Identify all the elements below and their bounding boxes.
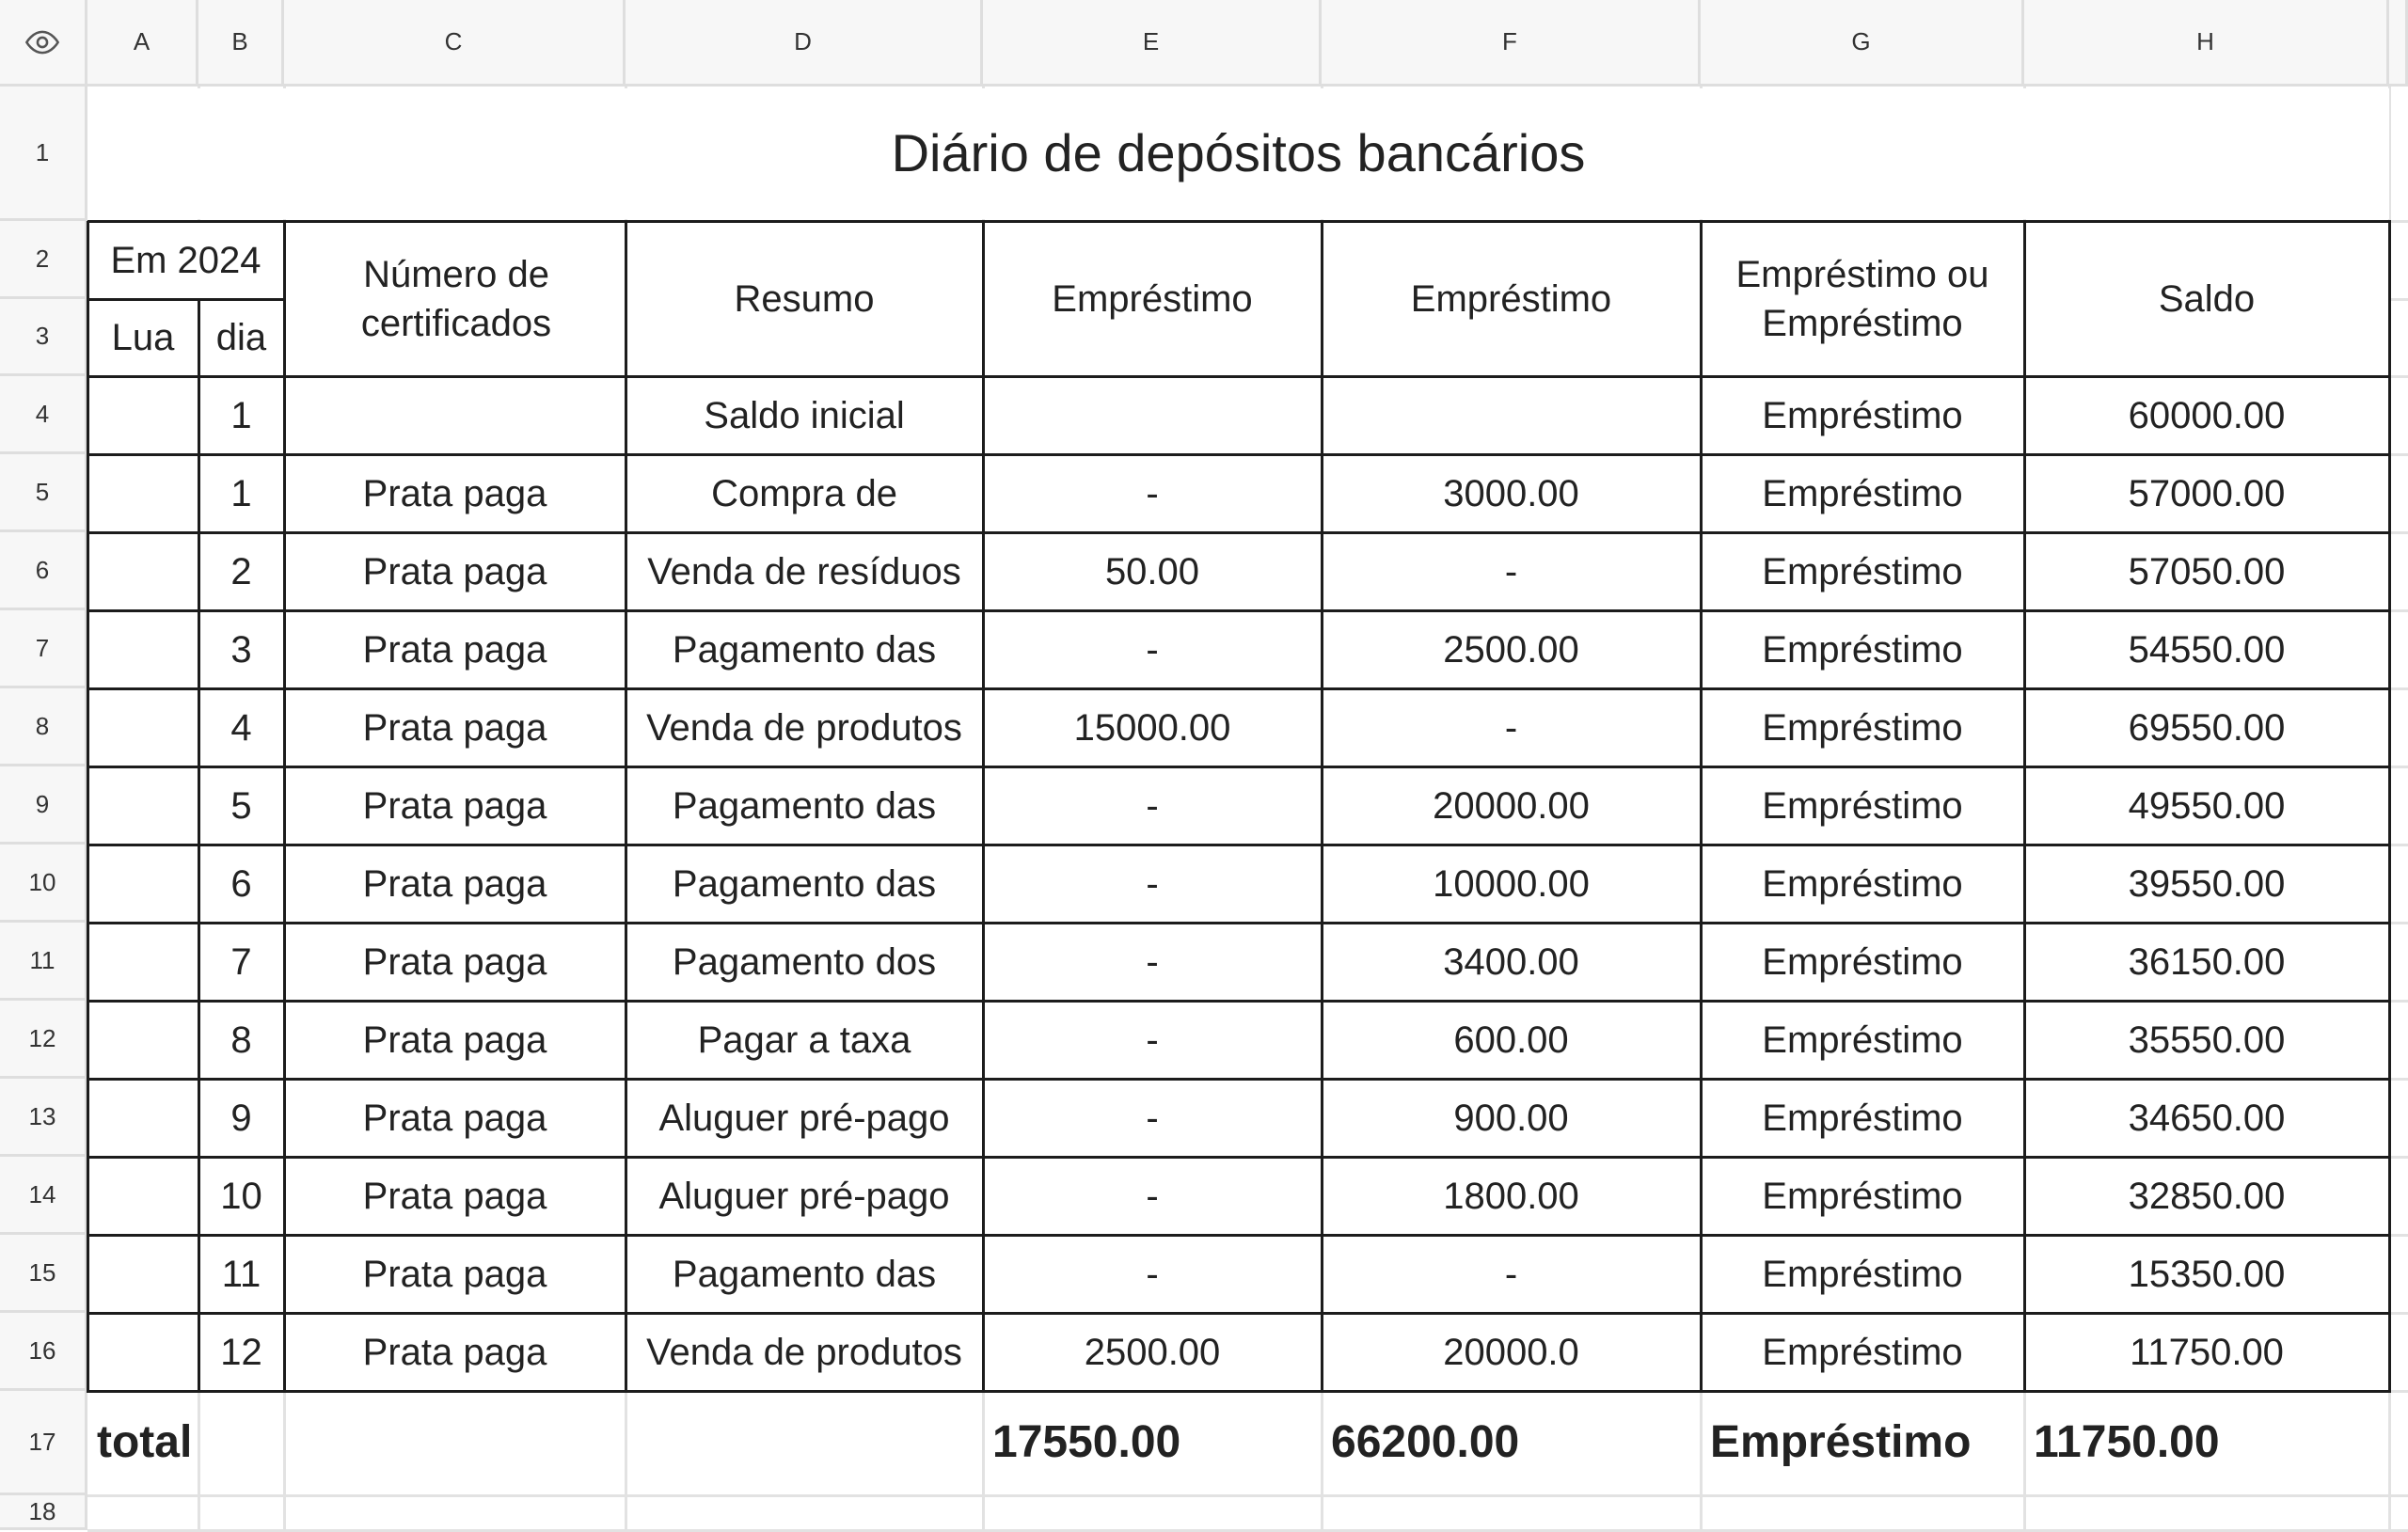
cell-direction[interactable]: Empréstimo [1762, 1331, 1963, 1373]
total-credit[interactable]: 66200.00 [1331, 1417, 1520, 1468]
cell-debit[interactable]: - [1146, 940, 1159, 983]
cell-day[interactable]: 4 [230, 706, 252, 749]
row-header-14[interactable]: 14 [0, 1157, 87, 1235]
cell-cert[interactable]: Prata paga [362, 1019, 547, 1061]
cell-direction[interactable]: Empréstimo [1762, 1175, 1963, 1217]
total-label[interactable]: total [97, 1417, 193, 1468]
table-border [625, 221, 627, 1393]
cell-cert[interactable]: Prata paga [362, 706, 547, 749]
cell-credit[interactable]: - [1504, 706, 1518, 749]
table-border [982, 221, 985, 1393]
column-header-g[interactable]: G [1701, 0, 2024, 87]
cell-direction[interactable]: Empréstimo [1762, 550, 1963, 592]
cell-credit[interactable]: 2500.00 [1443, 628, 1579, 671]
row-header-6[interactable]: 6 [0, 532, 87, 610]
row-header-13[interactable]: 13 [0, 1079, 87, 1157]
cell-summary[interactable]: Pagamento das [672, 784, 937, 827]
cell-debit[interactable]: - [1146, 472, 1159, 514]
table-border [87, 453, 2391, 456]
cell-day[interactable]: 3 [230, 628, 252, 671]
cell-day[interactable]: 7 [230, 940, 252, 983]
row-header-16[interactable]: 16 [0, 1313, 87, 1391]
cell-balance[interactable]: 57050.00 [2128, 550, 2286, 592]
header-debit[interactable]: Empréstimo [1052, 277, 1253, 320]
cell-summary[interactable]: Venda de resíduos [647, 550, 961, 592]
column-header-filler [2389, 0, 2408, 87]
row-header-1[interactable]: 1 [0, 87, 87, 221]
table-border [87, 1234, 2391, 1237]
cell-direction[interactable]: Empréstimo [1762, 1019, 1963, 1061]
cell-credit[interactable]: 3400.00 [1443, 940, 1579, 983]
row-header-18[interactable]: 18 [0, 1495, 87, 1530]
header-direction[interactable]: Empréstimo ou Empréstimo [1735, 253, 1989, 344]
header-year[interactable]: Em 2024 [110, 239, 261, 281]
cell-day[interactable]: 6 [230, 862, 252, 905]
header-cert[interactable]: Número de certificados [360, 253, 552, 344]
row-header-3[interactable]: 3 [0, 299, 87, 376]
row-header-4[interactable]: 4 [0, 376, 87, 454]
cell-direction[interactable]: Empréstimo [1762, 862, 1963, 905]
cell-day[interactable]: 8 [230, 1019, 252, 1061]
cell-day[interactable]: 12 [220, 1331, 262, 1373]
cell-day[interactable]: 1 [230, 472, 252, 514]
cell-day[interactable]: 5 [230, 784, 252, 827]
header-month[interactable]: Lua [111, 317, 175, 358]
cell-cert[interactable]: Prata paga [362, 1097, 547, 1139]
select-all-corner[interactable] [0, 0, 87, 87]
cell-direction[interactable]: Empréstimo [1762, 472, 1963, 514]
column-header-h[interactable]: H [2024, 0, 2389, 87]
row-header-8[interactable]: 8 [0, 688, 87, 766]
cell-balance[interactable]: 57000.00 [2128, 472, 2286, 514]
table-border [87, 1078, 2391, 1081]
column-header-f[interactable]: F [1322, 0, 1701, 87]
cell-cert[interactable]: Prata paga [362, 628, 547, 671]
table-border [87, 687, 2391, 690]
table-border [87, 375, 2391, 378]
cell-debit[interactable] [983, 376, 1322, 454]
table-border [1700, 221, 1703, 1393]
cell-credit[interactable]: 1800.00 [1443, 1175, 1579, 1217]
table-border [87, 766, 2391, 768]
column-header-c[interactable]: C [284, 0, 626, 87]
cell-credit[interactable]: 3000.00 [1443, 472, 1579, 514]
cell-balance[interactable]: 69550.00 [2128, 706, 2286, 749]
cell-summary[interactable]: Pagamento das [672, 1253, 937, 1295]
table-border [2023, 221, 2026, 1393]
cell-debit[interactable]: - [1146, 862, 1159, 905]
cell-debit[interactable]: 2500.00 [1084, 1331, 1221, 1373]
header-summary[interactable]: Resumo [734, 277, 875, 320]
cell-credit[interactable]: 600.00 [1453, 1019, 1569, 1061]
cell-balance[interactable]: 54550.00 [2128, 628, 2286, 671]
cell-balance[interactable]: 15350.00 [2128, 1253, 2286, 1295]
cell-summary[interactable]: Aluguer pré-pago [658, 1175, 950, 1217]
row-header-10[interactable]: 10 [0, 845, 87, 923]
table-border [283, 221, 286, 1393]
sheet-title[interactable]: Diário de depósitos bancários [891, 123, 1586, 183]
cell-cert[interactable]: Prata paga [362, 1331, 547, 1373]
cell-direction[interactable]: Empréstimo [1762, 1253, 1963, 1295]
cell-day[interactable]: 9 [230, 1097, 252, 1139]
column-header-d[interactable]: D [626, 0, 983, 87]
table-border [87, 922, 2391, 924]
header-balance[interactable]: Saldo [2158, 277, 2256, 320]
cell-balance[interactable]: 49550.00 [2128, 784, 2286, 827]
cell-balance[interactable]: 11750.00 [2130, 1331, 2284, 1373]
cell-cert[interactable]: Prata paga [362, 784, 547, 827]
table-border [87, 1156, 2391, 1159]
cell-credit[interactable]: - [1504, 550, 1518, 592]
table-border [198, 299, 200, 1393]
cell-debit[interactable]: - [1146, 1253, 1159, 1295]
table-border [87, 220, 2391, 223]
table-border [87, 1000, 2391, 1003]
cell-credit[interactable]: - [1504, 1253, 1518, 1295]
column-header-e[interactable]: E [983, 0, 1322, 87]
row-header-2[interactable]: 2 [0, 221, 87, 299]
table-border [2388, 221, 2391, 1393]
cell-credit[interactable] [1322, 376, 1701, 454]
total-direction[interactable]: Empréstimo [1710, 1417, 1972, 1468]
cell-debit[interactable]: - [1146, 784, 1159, 827]
cell-credit[interactable]: 900.00 [1453, 1097, 1569, 1139]
cell-summary[interactable]: Saldo inicial [704, 394, 905, 436]
cell-balance[interactable]: 36150.00 [2128, 940, 2286, 983]
table-border [87, 609, 2391, 612]
cell-direction[interactable]: Empréstimo [1762, 784, 1963, 827]
table-border [1321, 221, 1323, 1393]
cell-cert[interactable]: Prata paga [362, 940, 547, 983]
row-header-5[interactable]: 5 [0, 454, 87, 532]
row-header-11[interactable]: 11 [0, 923, 87, 1001]
cell-summary[interactable]: Venda de produtos [646, 1331, 962, 1373]
cell-cert[interactable]: Prata paga [362, 1175, 547, 1217]
header-day[interactable]: dia [215, 317, 267, 358]
cell-cert[interactable]: Prata paga [362, 1253, 547, 1295]
table-border [87, 531, 2391, 534]
cell-cert[interactable]: Prata paga [362, 472, 547, 514]
row-header-7[interactable]: 7 [0, 610, 87, 688]
cell-day[interactable]: 11 [221, 1253, 261, 1295]
total-debit[interactable]: 17550.00 [992, 1417, 1181, 1468]
cell-balance[interactable]: 39550.00 [2128, 862, 2286, 905]
cell-direction[interactable]: Empréstimo [1762, 706, 1963, 749]
cell-day[interactable]: 1 [230, 394, 252, 436]
table-border [87, 1312, 2391, 1315]
cell-summary[interactable]: Pagamento das [672, 862, 937, 905]
cell-debit[interactable]: - [1146, 1019, 1159, 1061]
cell-cert[interactable]: Prata paga [362, 862, 547, 905]
cell-balance[interactable]: 35550.00 [2128, 1019, 2286, 1061]
cell-summary[interactable]: Compra de [711, 472, 897, 514]
cell-direction[interactable]: Empréstimo [1762, 628, 1963, 671]
cell-direction[interactable]: Empréstimo [1762, 394, 1963, 436]
cell-debit[interactable]: 50.00 [1104, 550, 1200, 592]
cell-day[interactable]: 2 [230, 550, 252, 592]
cell-direction[interactable]: Empréstimo [1762, 1097, 1963, 1139]
cell-cert[interactable]: Prata paga [362, 550, 547, 592]
table-border [87, 844, 2391, 846]
cell-debit[interactable]: - [1146, 1175, 1159, 1217]
cell-debit[interactable]: - [1146, 628, 1159, 671]
cell-debit[interactable]: - [1146, 1097, 1159, 1139]
row-header-12[interactable]: 12 [0, 1001, 87, 1079]
cell-cert[interactable] [284, 376, 626, 454]
cell-summary[interactable]: Pagamento dos [672, 940, 937, 983]
table-border [87, 298, 286, 301]
cell-summary[interactable]: Venda de produtos [646, 706, 962, 749]
eye-icon [24, 24, 60, 60]
cell-day[interactable]: 10 [220, 1175, 262, 1217]
cell-credit[interactable]: 20000.00 [1433, 784, 1590, 827]
table-border [87, 1390, 2391, 1393]
cell-summary[interactable]: Pagar a taxa [697, 1019, 911, 1061]
row-header-15[interactable]: 15 [0, 1235, 87, 1313]
cell-balance[interactable]: 34650.00 [2128, 1097, 2286, 1139]
cell-summary[interactable]: Aluguer pré-pago [658, 1097, 950, 1139]
column-header-a[interactable]: A [87, 0, 198, 87]
header-credit[interactable]: Empréstimo [1410, 277, 1612, 320]
cell-direction[interactable]: Empréstimo [1762, 940, 1963, 983]
column-header-b[interactable]: B [198, 0, 284, 87]
cell-debit[interactable]: 15000.00 [1073, 706, 1231, 749]
cell-balance[interactable]: 60000.00 [2128, 394, 2286, 436]
table-border [87, 221, 89, 1393]
cell-summary[interactable]: Pagamento das [672, 628, 937, 671]
row-header-17[interactable]: 17 [0, 1391, 87, 1495]
cell-credit[interactable]: 10000.00 [1433, 862, 1590, 905]
total-balance[interactable]: 11750.00 [2034, 1417, 2220, 1468]
row-header-9[interactable]: 9 [0, 766, 87, 845]
cell-credit[interactable]: 20000.0 [1443, 1331, 1579, 1373]
cell-balance[interactable]: 32850.00 [2128, 1175, 2286, 1217]
